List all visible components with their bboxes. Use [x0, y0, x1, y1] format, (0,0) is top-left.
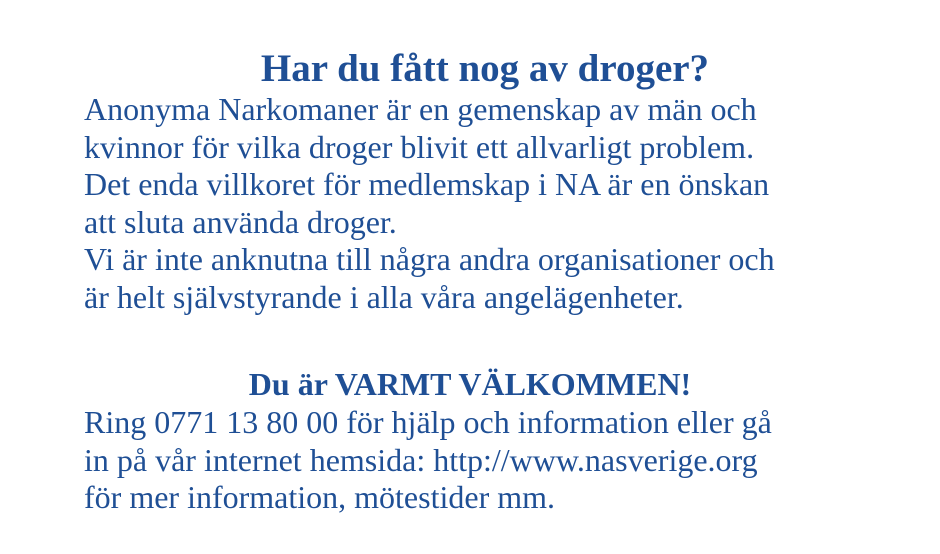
- intro-line: att sluta använda droger.: [84, 203, 397, 240]
- intro-line: Anonyma Narkomaner är en gemenskap av män och: [84, 91, 757, 127]
- intro-line: är helt självstyrande i alla våra angelägenheter.: [84, 278, 684, 315]
- page-title: Har du fått nog av droger?: [260, 47, 710, 90]
- contact-line: in på vår internet hemsida: http://www.nasverige.org: [84, 441, 758, 478]
- intro-paragraph: [84, 91, 775, 316]
- contact-paragraph: [84, 404, 772, 517]
- welcome-heading: Du är VARMT VÄLKOMMEN!: [248, 366, 692, 402]
- intro-line: Vi är inte anknutna till några andra organisationer och: [84, 241, 775, 277]
- intro-line: Det enda villkoret för medlemskap i NA är en önskan: [84, 166, 770, 202]
- contact-line: Ring 0771 13 80 00 för hjälp och information eller gå: [84, 404, 772, 440]
- contact-line: för mer information, mötestider mm.: [84, 479, 555, 515]
- intro-line: kvinnor för vilka droger blivit ett allvarligt problem.: [84, 128, 755, 165]
